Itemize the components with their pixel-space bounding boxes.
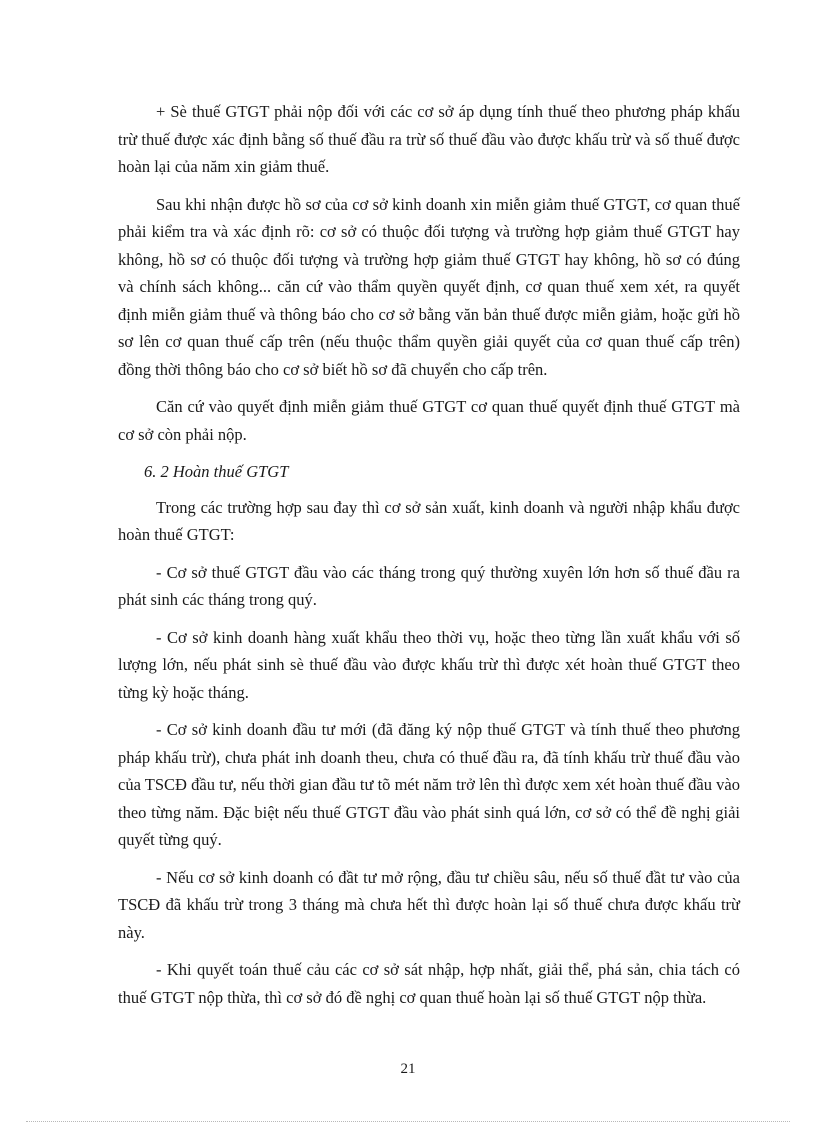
list-item: - Cơ sở kinh doanh đầu tư mới (đã đăng ký nộp thuế GTGT và tính thuế theo phương pháp khấu trừ), chưa phát inh doanh theu, chưa có thuế đầu ra, đã tính khấu trừ thuế đầu vào của TSCĐ đầu tư, nếu thời gian đầu tư tõ mét năm trở lên thì được xem xét hoàn thuế đầu vào theo từng năm. Đặc biệt nếu thuế GTGT đầu vào phát sinh quá lớn, cơ sở có thể đề nghị giải quyết từng quý.: [118, 720, 740, 849]
list-item: - Nếu cơ sở kinh doanh có đầt tư mở rộng, đầu tư chiều sâu, nếu số thuế đầt tư vào của TSCĐ đã khấu trừ trong 3 tháng mà chưa hết thì được hoàn lại số thuế chưa được khấu trừ này.: [118, 867, 740, 942]
list-item: - Cơ sở kinh doanh hàng xuất khẩu theo thời vụ, hoặc theo từng lần xuất khẩu với số lượng lớn, nếu phát sinh sè thuế đầu vào được khấu trừ thì được xét hoàn thuế GTGT theo từng kỳ hoặc tháng.: [118, 627, 740, 702]
paragraph: + Sè thuế GTGT phải nộp đối với các cơ sở áp dụng tính thuế theo phương pháp khấu trừ thuế được xác định bằng số thuế đầu ra trừ số thuế đầu vào được khấu trừ và số thuế được hoàn lại của năm xin giảm thuế.: [118, 102, 740, 176]
list-item: - Cơ sở thuế GTGT đầu vào các tháng trong quý thường xuyên lớn hơn số thuế đầu ra phát sinh các tháng trong quý.: [118, 562, 740, 609]
section-heading: 6. 2 Hoàn thuế GTGT: [144, 462, 289, 481]
list-item: - Khi quyết toán thuế cảu các cơ sở sát nhập, hợp nhất, giải thể, phá sản, chia tách có thuế GTGT nộp thừa, thì cơ sở đó đề nghị cơ quan thuế hoàn lại số thuế GTGT nộp thừa.: [118, 960, 740, 1007]
paragraph: Trong các trường hợp sau đay thì cơ sở sản xuất, kinh doanh và người nhập khẩu được hoàn thuế GTGT:: [118, 497, 740, 544]
page-bottom-divider: [26, 1121, 790, 1122]
page-number: 21: [400, 1061, 416, 1077]
document-body: [118, 98, 740, 1021]
paragraph: Căn cứ vào quyết định miễn giảm thuế GTGT cơ quan thuế quyết định thuế GTGT mà cơ sở còn phải nộp.: [118, 397, 740, 444]
paragraph: Sau khi nhận được hồ sơ của cơ sở kinh doanh xin miễn giảm thuế GTGT, cơ quan thuế phải kiểm tra và xác định rõ: cơ sở có thuộc đối tượng và trường hợp giảm thuế GTGT hay không, hồ sơ có thuộc đối tượng và trường hợp giảm thuế GTGT hay không, hồ sơ có đúng và chính sách không... căn cứ vào thẩm quyền quyết định, cơ quan thuế xem xét, ra quyết định miễn giảm thuế và thông báo cho cơ sở bằng văn bản thuế được miễn giảm, hoặc gửi hồ sơ lên cơ quan thuế cấp trên (nếu thuộc thẩm quyền giải quyết của cơ quan thuế cấp trên) đồng thời thông báo cho cơ sở biết hồ sơ đã chuyển cho cấp trên.: [118, 194, 740, 379]
